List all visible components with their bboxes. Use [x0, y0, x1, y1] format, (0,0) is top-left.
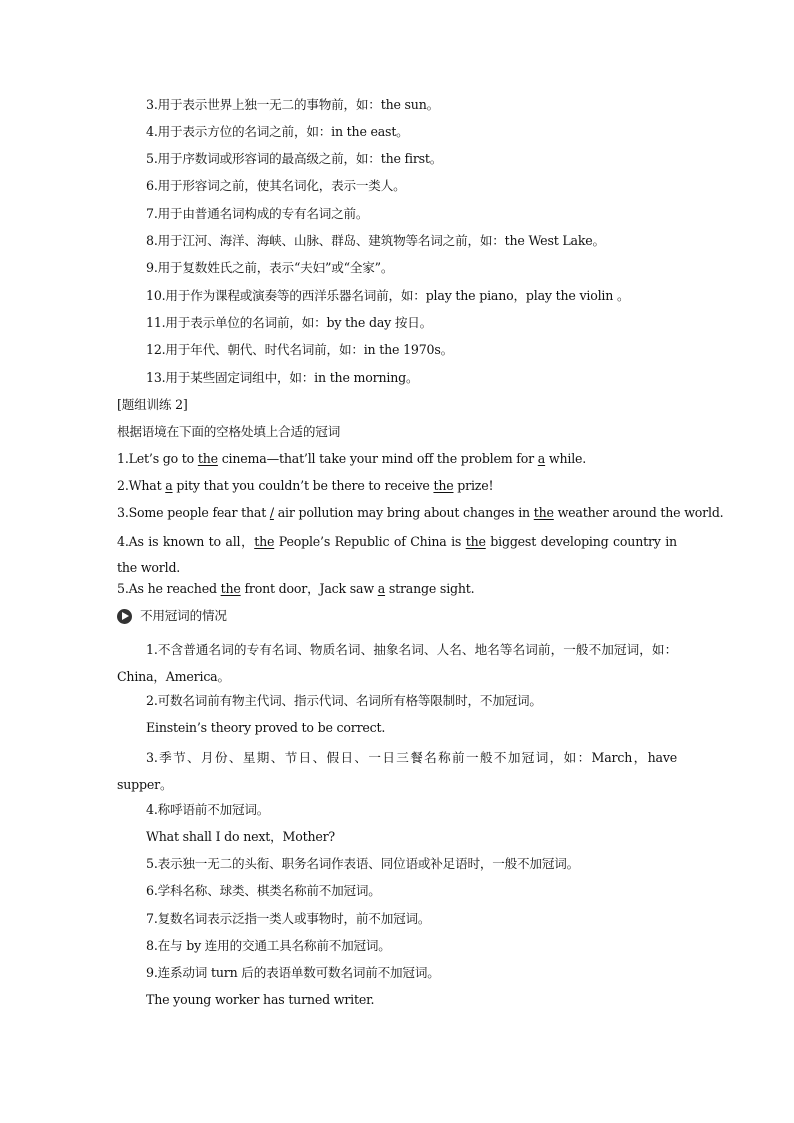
exercise-instruction: 根据语境在下面的空格处填上合适的冠词	[117, 424, 341, 439]
no-article-rule-9-example: The young worker has turned writer.	[146, 992, 375, 1007]
no-article-rule-7: 7.复数名词表示泛指一类人或事物时，前不加冠词。	[146, 911, 431, 926]
question-5: 5.As he reached the front door，Jack saw a strange sight.	[117, 581, 475, 596]
no-article-rule-5: 5.表示独一无二的头衔、职务名词作表语、同位语或补足语时，一般不加冠词。	[146, 856, 580, 871]
rule-9: 9.用于复数姓氏之前，表示“夫妇”或“全家”。	[146, 260, 394, 275]
rule-8: 8.用于江河、海洋、海峡、山脉、群岛、建筑物等名词之前，如：the West Lake。	[146, 233, 605, 248]
rule-7: 7.用于由普通名词构成的专有名词之前。	[146, 206, 369, 221]
no-article-rule-2: 2.可数名词前有物主代词、指示代词、名词所有格等限制时，不加冠词。	[146, 693, 542, 708]
answer-blank: /	[269, 505, 274, 520]
answer-blank: the	[433, 478, 454, 493]
no-article-rule-4: 4.称呼语前不加冠词。	[146, 802, 270, 817]
section-heading	[117, 607, 227, 625]
rule-12: 12.用于年代、朝代、时代名词前，如：in the 1970s。	[146, 342, 454, 357]
no-article-rule-8: 8.在与 by 连用的交通工具名称前不加冠词。	[146, 938, 391, 953]
question-1: 1.Let’s go to the cinema—that’ll take your mind off the problem for a while.	[117, 451, 587, 466]
rule-3: 3.用于表示世界上独一无二的事物前，如：the sun。	[146, 97, 440, 112]
rule-4: 4.用于表示方位的名词之前，如：in the east。	[146, 124, 409, 139]
answer-blank: the	[465, 534, 486, 549]
answer-blank: a	[537, 451, 546, 466]
question-2: 2.What a pity that you couldn’t be there to receive the prize!	[117, 478, 494, 493]
answer-blank: the	[197, 451, 218, 466]
rule-5: 5.用于序数词或形容词的最高级之前，如：the first。	[146, 151, 443, 166]
section-heading-text: 不用冠词的情况	[140, 608, 227, 623]
play-icon	[117, 609, 132, 624]
answer-blank: the	[220, 581, 241, 596]
answer-blank: a	[165, 478, 173, 493]
answer-blank: the	[533, 505, 554, 520]
no-article-rule-4-example: What shall I do next，Mother?	[146, 829, 335, 844]
answer-blank: a	[377, 581, 386, 596]
question-4: 4.As is known to all，the People’s Republic of China is the biggest developing country in the world.	[117, 534, 677, 575]
no-article-rule-3: 3.季节、月份、星期、节日、假日、一日三餐名称前一般不加冠词，如：March，have supper。	[117, 750, 677, 792]
rule-13: 13.用于某些固定词组中，如：in the morning。	[146, 370, 419, 385]
no-article-rule-2-example: Einstein’s theory proved to be correct.	[146, 720, 386, 735]
rule-6: 6.用于形容词之前，使其名词化，表示一类人。	[146, 178, 406, 193]
no-article-rule-6: 6.学科名称、球类、棋类名称前不加冠词。	[146, 883, 381, 898]
no-article-rule-1: 1.不含普通名词的专有名词、物质名词、抽象名词、人名、地名等名词前，一般不加冠词，如：China，America。	[117, 642, 677, 684]
rule-10: 10.用于作为课程或演奏等的西洋乐器名词前，如：play the piano，play the violin 。	[146, 288, 630, 303]
answer-blank: the	[254, 534, 275, 549]
exercise-title: [题组训练 2]	[117, 397, 188, 412]
question-3: 3.Some people fear that / air pollution may bring about changes in the weather around the world.	[117, 505, 724, 520]
rule-11: 11.用于表示单位的名词前，如：by the day 按日。	[146, 315, 433, 330]
no-article-rule-9: 9.连系动词 turn 后的表语单数可数名词前不加冠词。	[146, 965, 440, 980]
